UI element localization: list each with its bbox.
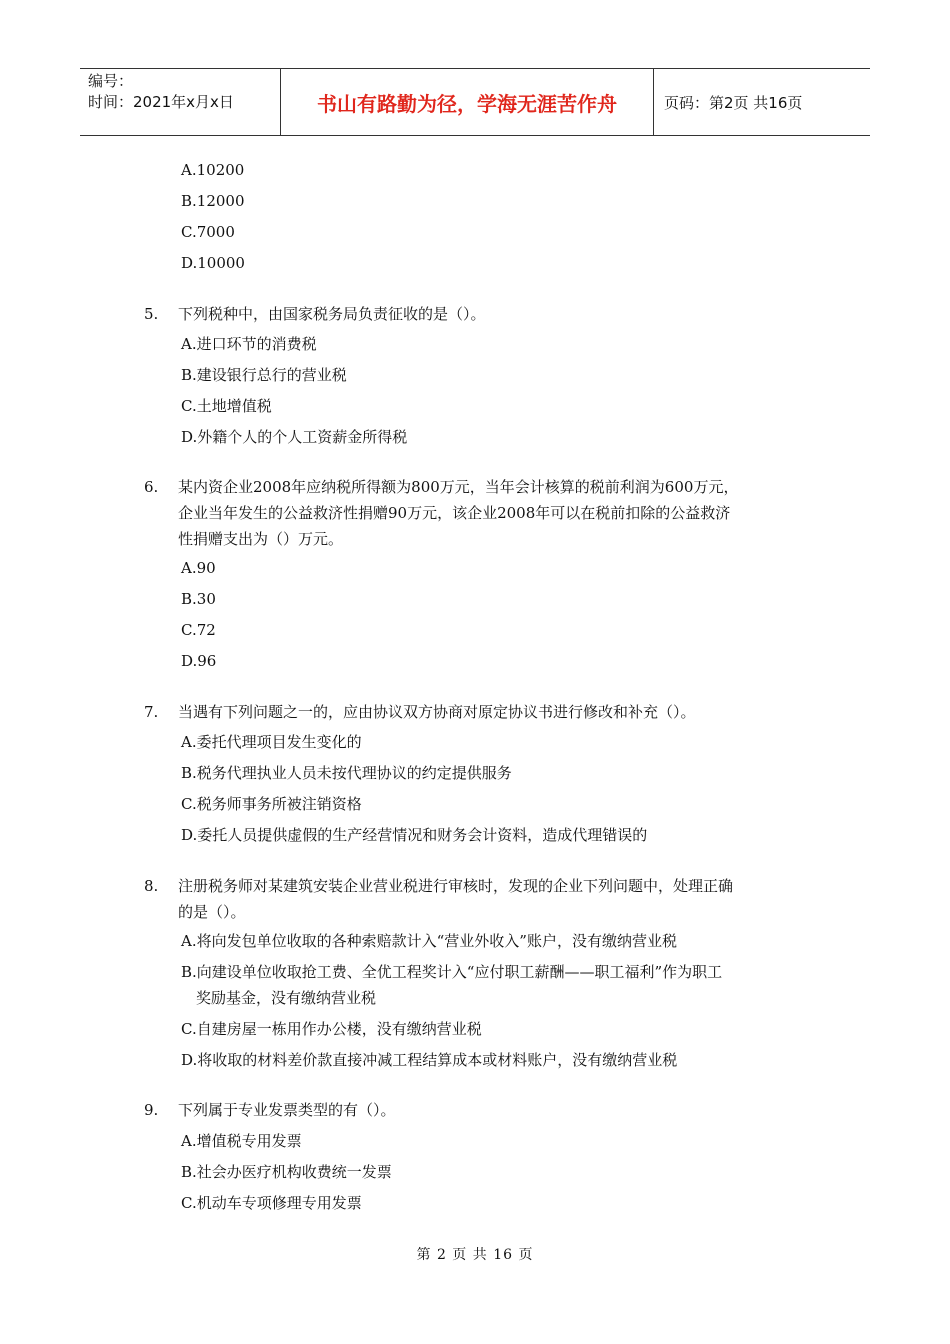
question-5 [144,301,814,327]
option: A.90 [181,559,216,577]
question-number: 5. [144,305,159,323]
stem-line: 的是（）。 [178,903,246,921]
option: A.委托代理项目发生变化的 [181,733,362,751]
option: A.将向发包单位收取的各种索赔款计入“营业外收入”账户，没有缴纳营业税 [181,932,677,950]
option: C.土地增值税 [181,397,272,415]
option: C.72 [181,621,216,639]
question-number: 9. [144,1101,159,1119]
stem-line: 性捐赠支出为（）万元。 [178,530,344,548]
question-9 [144,1097,814,1123]
question-number: 6. [144,478,159,496]
page-footer: 第 2 页 共 16 页 [416,1247,534,1263]
question-stem: 下列属于专业发票类型的有（）。 [178,1101,396,1119]
option: B.税务代理执业人员未按代理协议的约定提供服务 [181,764,512,782]
header-page-info: 页码：第2页 共16页 [664,93,803,112]
question-number: 7. [144,703,159,721]
question-6 [144,474,814,552]
question-8 [144,873,814,925]
stem-line: 某内资企业2008年应纳税所得额为800万元，当年会计核算的税前利润为600万元， [178,478,739,496]
option: C.7000 [181,223,235,241]
page-header [80,68,870,136]
option: D.外籍个人的个人工资薪金所得税 [181,428,408,446]
option: B.30 [181,590,216,608]
option [181,959,821,1011]
option-line: 奖励基金，没有缴纳营业税 [196,989,377,1007]
question-number: 8. [144,877,159,895]
option: B.社会办医疗机构收费统一发票 [181,1163,392,1181]
header-meta [80,69,281,135]
question-stem [178,873,814,925]
option: C.税务师事务所被注销资格 [181,795,362,813]
option: C.自建房屋一栋用作办公楼，没有缴纳营业税 [181,1020,482,1038]
option: A.增值税专用发票 [181,1132,302,1150]
option: A.10200 [181,161,245,179]
serial-label: 编号： [88,72,134,90]
option-line: B.向建设单位收取抢工费、全优工程奖计入“应付职工薪酬——职工福利”作为职工 [181,963,723,981]
question-stem [178,474,814,552]
header-motto: 书山有路勤为径，学海无涯苦作舟 [281,69,654,135]
option: D.96 [181,652,217,670]
stem-line: 企业当年发生的公益救济性捐赠90万元，该企业2008年可以在税前扣除的公益救济 [178,504,731,522]
option: A.进口环节的消费税 [181,335,317,353]
option: B.12000 [181,192,245,210]
option: D.委托人员提供虚假的生产经营情况和财务会计资料，造成代理错误的 [181,826,648,844]
option: D.将收取的材料差价款直接冲减工程结算成本或材料账户，没有缴纳营业税 [181,1051,678,1069]
stem-line: 注册税务师对某建筑安装企业营业税进行审核时，发现的企业下列问题中，处理正确 [178,877,734,895]
option: C.机动车专项修理专用发票 [181,1194,362,1212]
option: B.建设银行总行的营业税 [181,366,347,384]
question-7 [144,699,814,725]
question-stem: 当遇有下列问题之一的，应由协议双方协商对原定协议书进行修改和补充（）。 [178,703,696,721]
question-stem: 下列税种中，由国家税务局负责征收的是（）。 [178,305,486,323]
date-line: 时间：2021年x月x日 [88,93,234,111]
option: D.10000 [181,254,245,272]
